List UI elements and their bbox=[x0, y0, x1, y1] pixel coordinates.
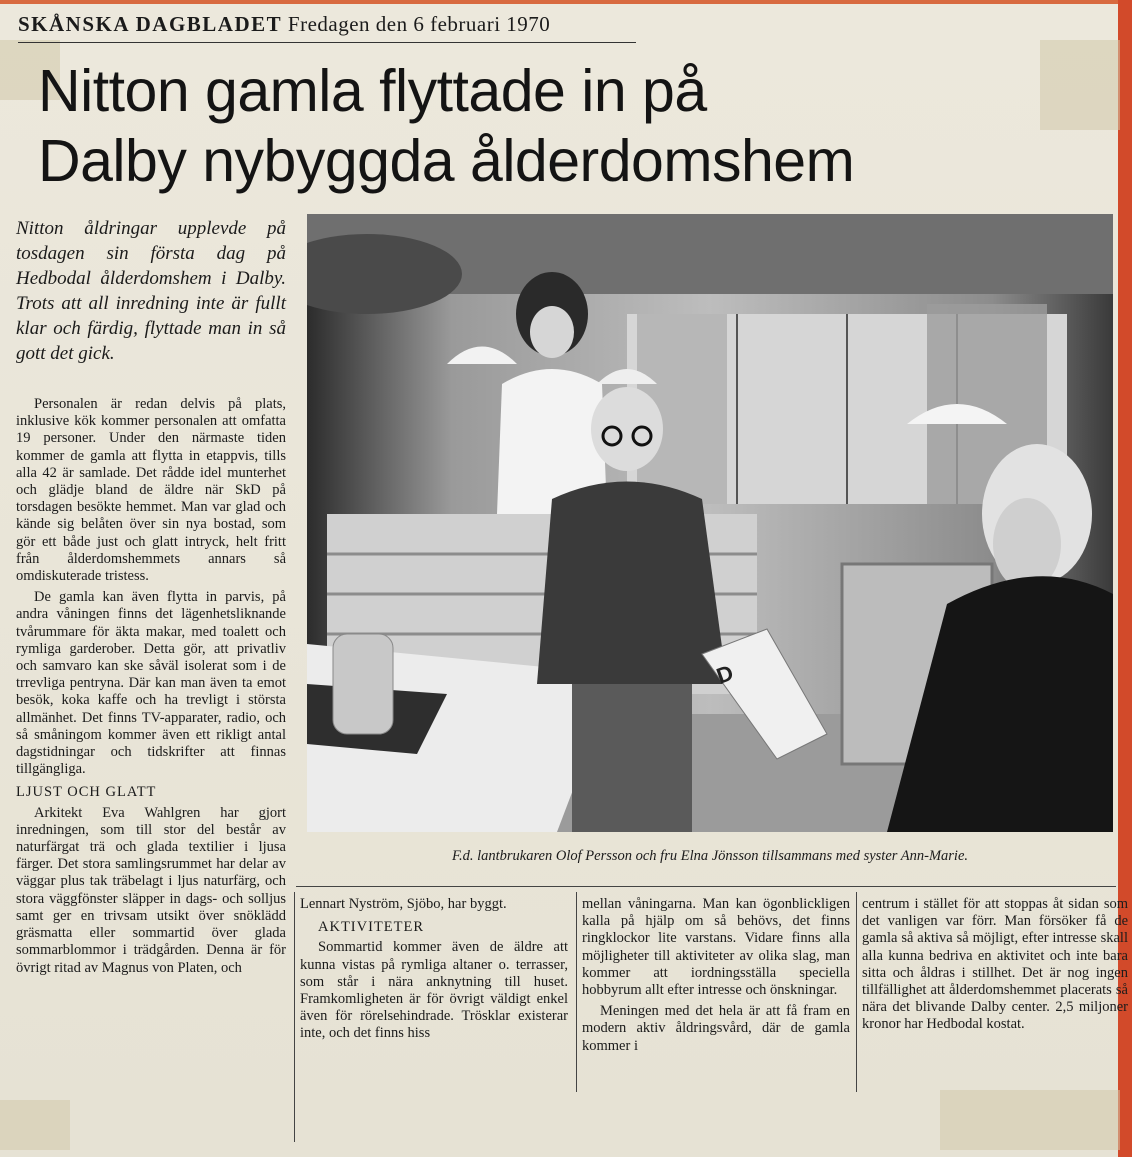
column-divider bbox=[294, 892, 295, 1142]
photo-caption: F.d. lantbrukaren Olof Persson och fru Elna Jönsson tillsammans med syster Ann-Marie. bbox=[451, 848, 969, 864]
tape-strip bbox=[940, 1090, 1120, 1150]
clipping-top-edge bbox=[0, 0, 1132, 4]
article-lead: Nitton åldringar upplevde på tosdagen sin första dag på Hedbodal ålderdomshem i Dalby. Trots att all inredning inte är fullt klar och färdig, flyttade man in så gott det gick. bbox=[16, 218, 286, 364]
paragraph: Sommartid kommer även de äldre att kunna vistas på rymliga altaner o. terrasser, som står i nära anknytning till huset. Framkomligheten är för övrigt väldigt enkel även för rörelsehindrade. Trösklar existerar inte, och det finns hiss bbox=[300, 939, 568, 1042]
newspaper-mark: D bbox=[713, 659, 737, 689]
article-column-3 bbox=[582, 896, 850, 1059]
paragraph: mellan våningarna. Man kan ögonblickligen kalla på hjälp om så behövs, det finns ringklockor lite varstans. Vidare finns alla möjligheter till aktiviteter av olika slag, man kommer att iordningsställa speciella hobbyrum allt efter intresse och önskningar. bbox=[582, 896, 850, 999]
photo-illustration bbox=[307, 214, 1113, 832]
section-divider bbox=[296, 886, 1116, 887]
paragraph: Lennart Nyström, Sjöbo, har byggt. bbox=[300, 896, 507, 912]
article-photo bbox=[307, 214, 1113, 832]
article-column-1 bbox=[16, 396, 286, 981]
tape-strip bbox=[0, 1100, 70, 1150]
subheading: LJUST OCH GLATT bbox=[16, 784, 157, 801]
column-divider bbox=[576, 892, 577, 1092]
article-column-2 bbox=[300, 896, 568, 1047]
paragraph: centrum i stället för att stoppas åt sidan som det vanligen var förr. Man försöker få de gamla så aktiva så möjligt, efter intresse skall alla kunna bedriva en aktivitet och inte bara sitta och åldras i stillhet. Det är nog ingen tillfällighet att ålderdomshemmet placerats så nära det blivande Dalby center. 2,5 miljoner kronor har Hedbodal kostat. bbox=[862, 896, 1128, 1033]
issue-date: Fredagen den 6 februari 1970 bbox=[287, 12, 551, 36]
subheading: AKTIVITETER bbox=[318, 919, 425, 936]
paragraph: Arkitekt Eva Wahlgren har gjort inredningen, som till stor del består av naturfärgat trä och glada textilier i ljusa färger. Det stora samlingsrummet har delar av väggar plus tak träbelagt i ljus naturfärg, och stora väggfönster släpper in dags- och solljus samt ger en trivsam utsikt över snöklädd gräsmatta eller sommartid över glada sommarblommor i trädgården. Denna är för övrigt ritad av Magnus von Platen, och bbox=[16, 804, 286, 976]
headline-line-2: Dalby nybyggda ålderdomshem bbox=[38, 128, 855, 194]
article-headline bbox=[38, 56, 1128, 196]
masthead bbox=[18, 12, 636, 43]
paragraph: Personalen är redan delvis på plats, inklusive kök kommer personalen att omfatta 19 personer. Under den närmaste tiden kommer de gamla att flytta in etappvis, tills alla 42 är samlade. Det rådde idel munterhet och glädje bland de äldre när SkD på torsdagen besökte hemmet. Man var glad och kände sig belåten över sin nya bostad, som gör ett både just och glatt intryck, helt fritt från ålderdomshemmets annars så omdiskuterade tristess. bbox=[16, 396, 286, 585]
paragraph: Meningen med det hela är att få fram en modern aktiv åldringsvård, där de gamla kommer i bbox=[582, 1003, 850, 1054]
paragraph: De gamla kan även flytta in parvis, på andra våningen finns det lägenhetsliknande tvårummare för äkta makar, med toalett och rymliga garderober. Detta gör, att privatliv och samvaro kan ske såväl isolerat som i de trrevliga pentryna. Där kan man även ta emot besök, koka kaffe och ha trevligt i största allmänhet. Det finns TV-apparater, radio, och så småningom kommer även ett rikligt antal dagstidningar och tidskrifter att finnas tillgängliga. bbox=[16, 589, 286, 778]
column-divider bbox=[856, 892, 857, 1092]
article-column-4 bbox=[862, 896, 1128, 1038]
newspaper-name: SKÅNSKA DAGBLADET bbox=[18, 12, 283, 36]
headline-line-1: Nitton gamla flyttade in på bbox=[38, 58, 707, 124]
